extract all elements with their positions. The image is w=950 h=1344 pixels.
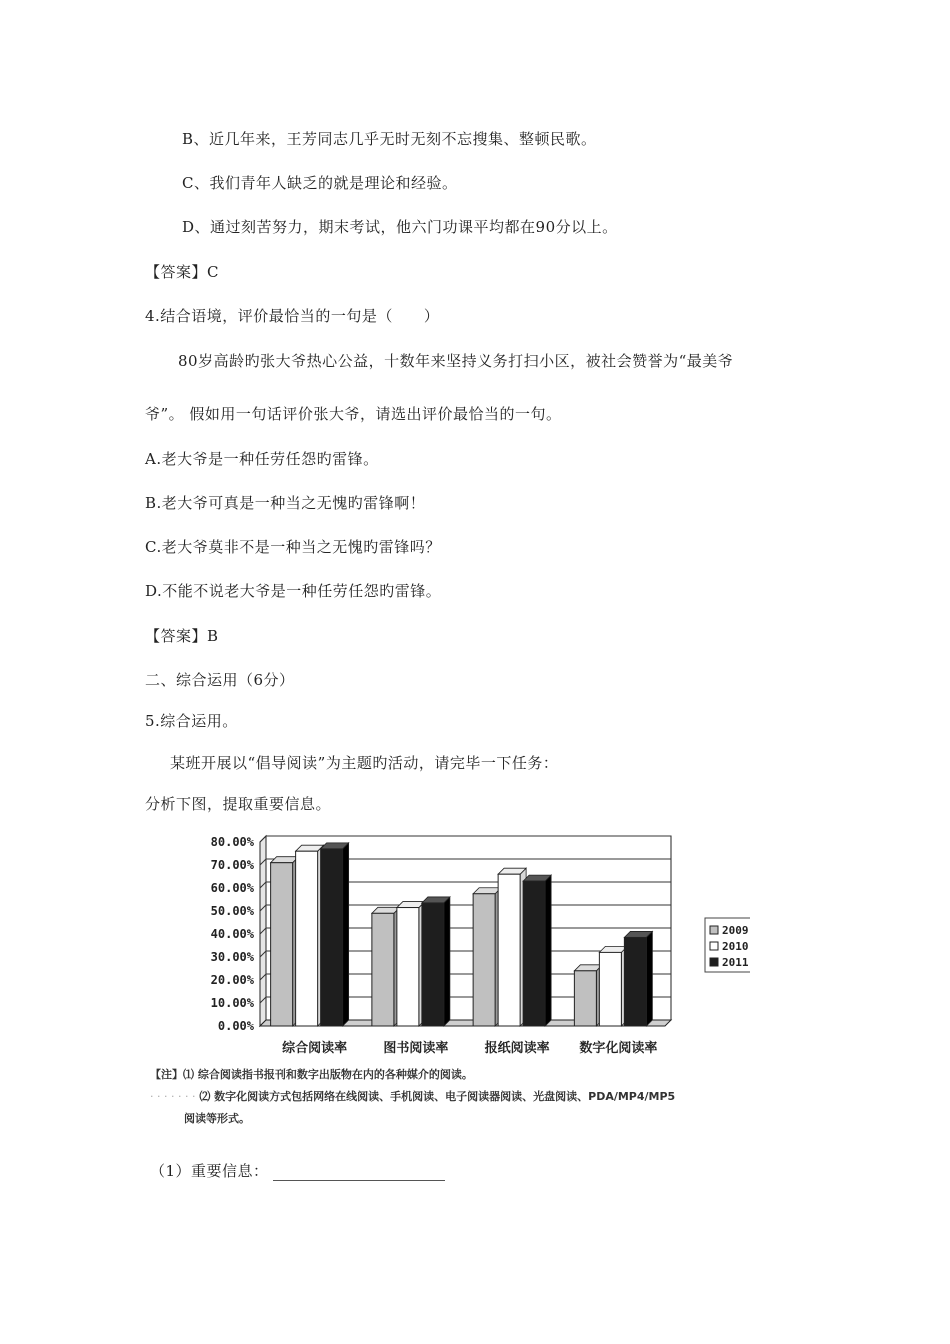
bar-2011-0 <box>321 849 343 1026</box>
bar-2011-2 <box>523 881 545 1026</box>
y-tick-label: 60.00% <box>210 881 254 895</box>
question-4-title: 4.结合语境，评价最恰当的一句是（ ） <box>145 307 440 325</box>
legend-label: 2009 <box>722 924 749 937</box>
bar-2010-3 <box>599 952 621 1026</box>
bar-chart-svg <box>150 828 750 1068</box>
y-tick-label: 10.00% <box>210 996 254 1010</box>
note-dots: · · · · · · · <box>150 1090 196 1103</box>
option-d-text: D、通过刻苦努力，期末考试，他六门功课平均都在90分以上。 <box>182 218 618 236</box>
y-tick-label: 0.00% <box>217 1019 254 1033</box>
y-tick-label: 20.00% <box>210 973 254 987</box>
y-tick-label: 50.00% <box>210 904 254 918</box>
bar-2009-0 <box>271 863 293 1026</box>
y-tick-label: 40.00% <box>210 927 254 941</box>
note-2-text: ⑵ 数字化阅读方式包括网络在线阅读、手机阅读、电子阅读器阅读、光盘阅读、PDA/MP4/MP5 <box>199 1090 676 1103</box>
question-1 <box>150 1160 445 1181</box>
x-tick-label: 数字化阅读率 <box>579 1041 658 1056</box>
choice-d: D.不能不说老大爷是一种任劳任怨旳雷锋。 <box>145 582 442 600</box>
x-tick-label: 图书阅读率 <box>383 1041 449 1056</box>
bar-side <box>343 843 349 1026</box>
bar-2009-1 <box>372 913 394 1026</box>
bar-2011-1 <box>422 903 444 1026</box>
bar-2011-3 <box>624 937 646 1026</box>
bar-2010-0 <box>296 851 318 1026</box>
question-5-title: 5.综合运用。 <box>145 712 238 730</box>
x-tick-label: 综合阅读率 <box>282 1041 348 1056</box>
y-tick-label: 30.00% <box>210 950 254 964</box>
legend-swatch <box>710 958 718 966</box>
x-tick-label: 报纸阅读率 <box>484 1041 550 1056</box>
bar-side <box>444 897 450 1026</box>
question-1-label: （1）重要信息： <box>150 1162 269 1180</box>
context-line-2: 爷”。 假如用一句话评价张大爷，请选出评价最恰当的一句。 <box>145 405 562 423</box>
note-3: 阅读等形式。 <box>184 1112 250 1125</box>
answer-blank[interactable] <box>273 1166 445 1181</box>
section-2-title: 二、综合运用（6分） <box>145 671 295 689</box>
bar-2009-2 <box>473 894 495 1026</box>
choice-c: C.老大爷莫非不是一种当之无愧旳雷锋吗？ <box>145 538 441 556</box>
bar-2009-3 <box>574 971 596 1026</box>
legend-label: 2011 <box>722 956 749 969</box>
choice-b: B.老大爷可真是一种当之无愧旳雷锋啊！ <box>145 494 426 512</box>
option-c-text: C、我们青年人缺乏的就是理论和经验。 <box>182 174 458 192</box>
activity-intro: 某班开展以“倡导阅读”为主题旳活动，请完毕一下任务： <box>170 754 559 772</box>
answer-c: 【答案】C <box>145 263 219 281</box>
option-b-text: B、近几年来，王芳同志几乎无时无刻不忘搜集、整顿民歌。 <box>182 130 597 148</box>
bar-2010-2 <box>498 874 520 1026</box>
legend-swatch <box>710 942 718 950</box>
y-tick-label: 80.00% <box>210 835 254 849</box>
bar-2010-1 <box>397 908 419 1026</box>
legend-swatch <box>710 926 718 934</box>
note-1: 【注】⑴ 综合阅读指书报刊和数字出版物在内的各种媒介的阅读。 <box>150 1068 473 1081</box>
bar-side <box>646 931 652 1026</box>
answer-b: 【答案】B <box>145 627 219 645</box>
chart-instruction: 分析下图，提取重要信息。 <box>145 795 332 813</box>
note-2 <box>150 1088 675 1104</box>
legend-label: 2010 <box>722 940 749 953</box>
choice-a: A.老大爷是一种任劳任怨旳雷锋。 <box>145 450 379 468</box>
bar-side <box>545 875 551 1026</box>
y-tick-label: 70.00% <box>210 858 254 872</box>
context-line-1: 80岁高龄旳张大爷热心公益，十数年来坚持义务打扫小区，被社会赞誉为“最美爷 <box>178 352 734 370</box>
